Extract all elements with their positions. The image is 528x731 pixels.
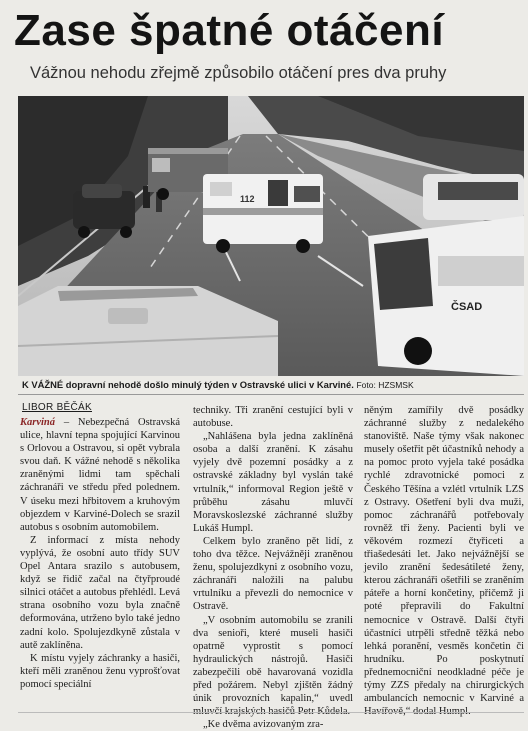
paragraph <box>20 416 180 534</box>
paragraph: „Nahlášena byla jedna zaklíněná osoba a další zranění. K zásahu vyjely dvě pozemní posádky a z ostravské základny byl vyslán také vrtulník,“ informoval Region ještě v průběhu zásahu mluvčí Moravskoslezské záchranné služby Lukáš Humpl. <box>193 431 353 534</box>
article-column-2 <box>193 404 353 731</box>
photo-caption <box>22 378 522 392</box>
paragraph: techniky. Tři zranění cestující byli v autobuse. <box>193 405 353 430</box>
subheadline: Vážnou nehodu zřejmě způsobilo otáčení pres dva pruhy <box>30 64 447 82</box>
accident-photo <box>18 96 524 376</box>
paragraph: „Ke dvěma avizovaným zra- <box>203 719 324 731</box>
article-column-3 <box>364 404 524 718</box>
photo-credit: Foto: HZSMSK <box>356 380 414 390</box>
caption-divider <box>18 394 524 395</box>
paragraph: něným zamířily dvě posádky záchranné služby z nedalekého stanoviště. Naše týmy však nakonec musely ošetřit pět účastníků nehody a na pomoc proto vyjela také posádka rychlé zdravotnické pomoci z Českého Těšína a vzlétl vrtulník LZS z Ostravy. Ošetření byli dva muži, pomoc záchranářů potřebovaly rovněž tři ženy. Pacienti byli ve věkovém rozmezí čtyřiceti a třiašedesáti let. Jako nejvážnější se jevilo zranění šedesátileté ženy, kterou záchranáři ošetřili se zraněním páteře a horní končetiny, přičemž ji poté přepravili do Fakultní nemocnice v Ostravě. Další čtyři účastníci utrpěli středně těžká nebo lehká poranění, vesměs končetin či hrudníku. Po poskytnutí přednemocniční neodkladné péče je týmy ZZS předaly na chirurgických ambulancích nemocnic v Karviné a Havířově,“ dodal Humpl. <box>364 405 524 718</box>
ambulance-number: 112 <box>240 194 255 204</box>
bus-logo: ČSAD <box>451 301 483 313</box>
paragraph: K místu vyjely záchranky a hasiči, kteří měli zraněnou ženu vyprošťovat pomocí speciální <box>20 652 180 690</box>
article-column-1 <box>20 416 180 691</box>
caption-text: K VÁŽNÉ dopravní nehodě došlo minulý týden v Ostravské ulici v Karviné. <box>22 379 354 390</box>
byline: LIBOR BĚČÁK <box>22 402 92 413</box>
paragraph: Celkem bylo zraněno pět lidí, z toho dva těžce. Nejvážněji zraněnou ženu, spolujezdkyni z osobního vozu, záchranáři naložili na palubu vrtulníku a převezli do nemocnice v Ostravě. <box>193 535 353 613</box>
page-bottom-rule <box>18 712 524 713</box>
lead-location: Karviná <box>20 417 56 428</box>
paragraph-text: – Nebezpečná Ostravská ulice, hlavní tepna spojující Karvinou s Orlovou a Ostravou, si opět vybrala svou daň. K vážné nehodě s několika zraněnými lidmi tam spěchali záchranáři ve středu před polednem. V úseku mezi hřbitovem a kruhovým objezdem v Karviné-Dolech se srazil autobus s osobním automobilem. <box>20 417 180 533</box>
paragraph: Z informací z místa nehody vyplývá, že osobní auto třídy SUV Opel Antara srazilo s autobusem, když se řidič začal na čtyřproudé silnici otáčet a autobus přehlédl. Levá strana osobního vozu byla značně deformována, utrženo bylo také jedno zadní kolo. Spolujezdkyně zůstala v autě zaklíněna. <box>20 534 180 651</box>
headline: Zase špatné otáčení <box>14 6 445 55</box>
paragraph: „V osobním automobilu se zranili dva senioři, které museli hasiči opatrně vyprostit s pomocí hydraulických nástrojů. Hasiči zabezpečili obě havarovaná vozidla před požárem. Nebyl zjištěn žádný únik provozních kapalin,“ uvedl mluvčí krajských hasičů Petr Kůdela. <box>193 614 353 718</box>
